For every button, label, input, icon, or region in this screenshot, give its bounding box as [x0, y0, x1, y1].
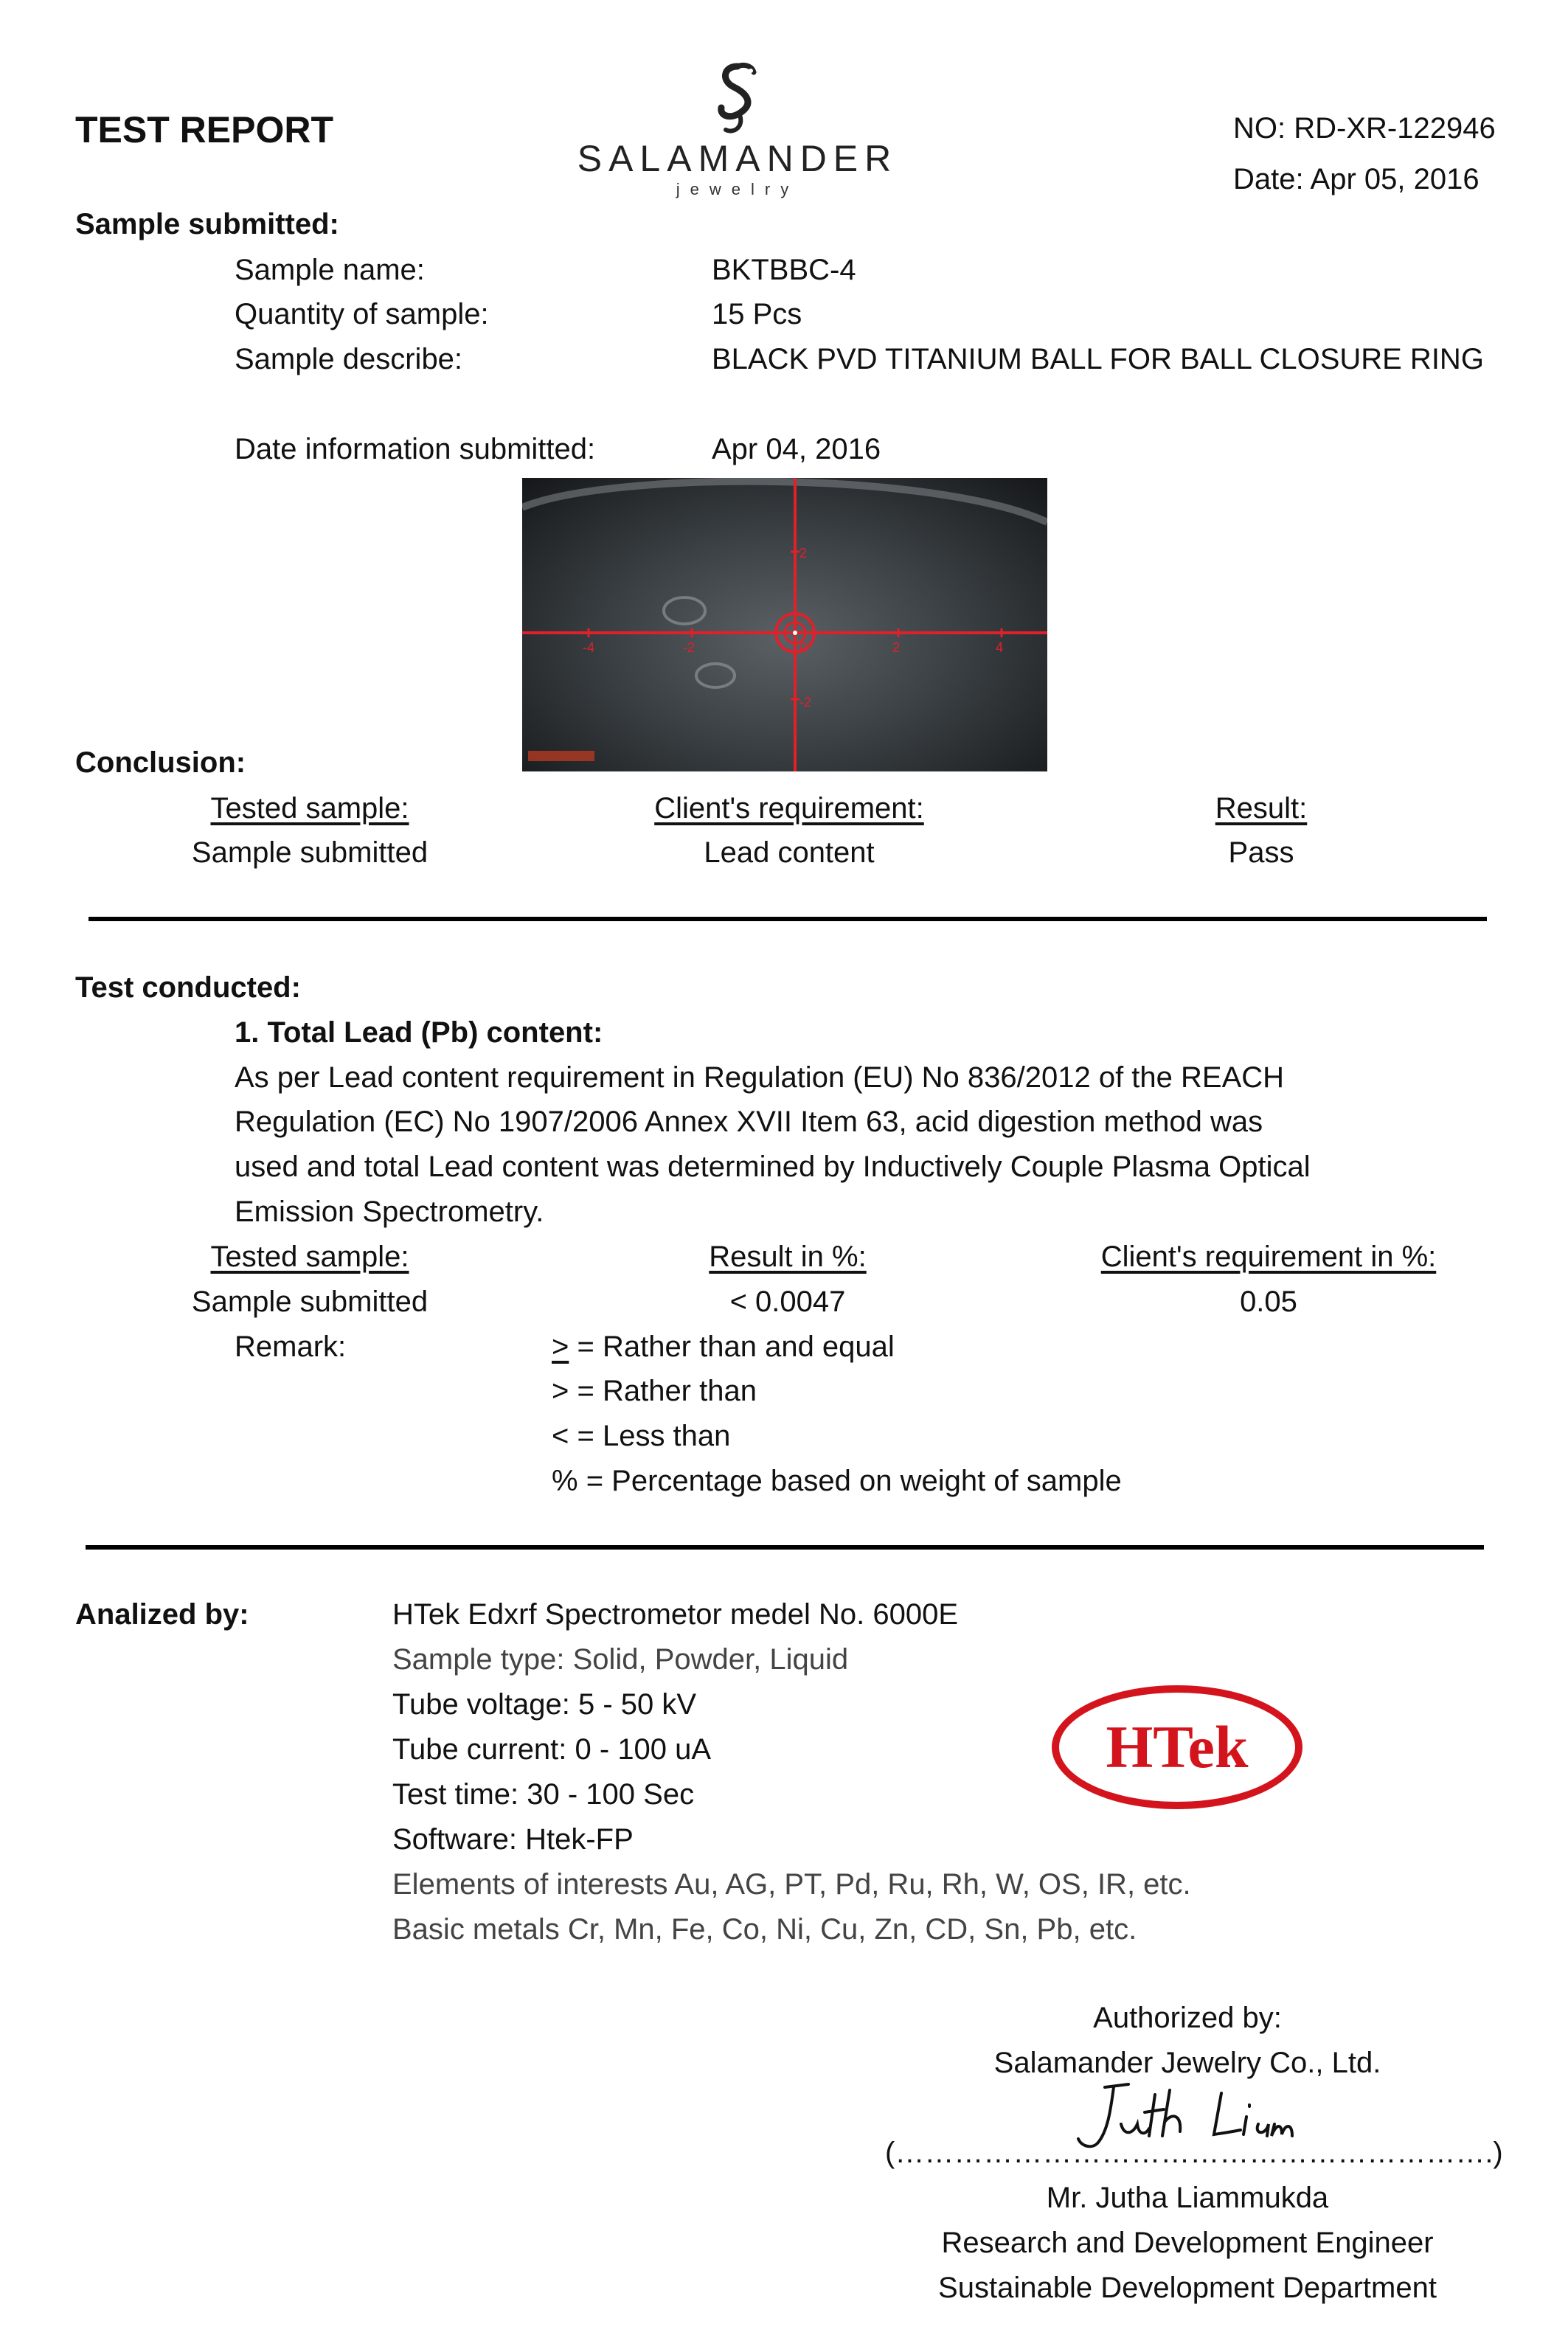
- test-paragraph-line: As per Lead content requirement in Regulation (EU) No 836/2012 of the REACH: [235, 1061, 1285, 1094]
- photo-scale-label: 2: [892, 640, 901, 655]
- test-client-requirement-header: Client's requirement in %:: [1100, 1241, 1437, 1273]
- sample-name-value: BKTBBC-4: [712, 254, 856, 286]
- test-tested-sample-value: Sample submitted: [191, 1286, 429, 1318]
- analyzer-line: Software: Htek-FP: [392, 1823, 634, 1856]
- sample-describe-label: Sample describe:: [235, 343, 463, 375]
- remark-line: [552, 1329, 895, 1364]
- sample-describe-value: BLACK PVD TITANIUM BALL FOR BALL CLOSURE RING: [712, 343, 1484, 375]
- test-result-header: Result in %:: [709, 1241, 867, 1273]
- remark-label: Remark:: [235, 1331, 347, 1363]
- signatory-title: Research and Development Engineer: [941, 2227, 1434, 2259]
- analyzer-line: Test time: 30 - 100 Sec: [392, 1778, 695, 1811]
- sample-microscope-photo: [522, 478, 1047, 771]
- conclusion-result-header: Result:: [1215, 792, 1308, 825]
- analyzer-line: Tube voltage: 5 - 50 kV: [392, 1688, 697, 1721]
- conclusion-tested-sample-value: Sample submitted: [191, 836, 429, 869]
- divider: [89, 917, 1487, 921]
- conclusion-client-requirement-value: Lead content: [704, 836, 875, 869]
- remark-text: = Rather than: [569, 1375, 757, 1407]
- conclusion-tested-sample-header: Tested sample:: [210, 792, 409, 825]
- remark-symbol: >: [552, 1331, 569, 1363]
- analyzer-line: HTek Edxrf Spectrometor medel No. 6000E: [392, 1598, 959, 1631]
- conclusion-result-value: Pass: [1228, 836, 1294, 869]
- test-client-requirement-value: 0.05: [1240, 1286, 1297, 1318]
- report-title: TEST REPORT: [75, 109, 334, 150]
- date-submitted-value: Apr 04, 2016: [712, 433, 881, 465]
- analyzed-label: Analized by:: [75, 1598, 249, 1631]
- photo-scale-label: 0: [799, 640, 808, 655]
- analyzer-line: Elements of interests Au, AG, PT, Pd, Ru, Rh, W, OS, IR, etc.: [392, 1868, 1191, 1901]
- sample-heading: Sample submitted:: [75, 208, 339, 240]
- conclusion-heading: Conclusion:: [75, 746, 246, 779]
- conclusion-client-requirement-header: Client's requirement:: [654, 792, 924, 825]
- salamander-mark-icon: [693, 59, 782, 142]
- photo-scale-label: 2: [799, 546, 808, 561]
- brand-name: SALAMANDER: [577, 138, 898, 179]
- test-paragraph-line: Emission Spectrometry.: [235, 1196, 544, 1228]
- analyzer-line: Tube current: 0 - 100 uA: [392, 1733, 712, 1766]
- test-heading: Test conducted:: [75, 971, 301, 1004]
- signatory-department: Sustainable Development Department: [938, 2272, 1437, 2304]
- test-tested-sample-header: Tested sample:: [210, 1241, 409, 1273]
- divider: [86, 1545, 1484, 1550]
- analyzer-line: Basic metals Cr, Mn, Fe, Co, Ni, Cu, Zn, CD, Sn, Pb, etc.: [392, 1913, 1137, 1946]
- signatory-name: Mr. Jutha Liammukda: [1046, 2182, 1329, 2214]
- authorized-by: Authorized by:: [1093, 2002, 1282, 2034]
- signature-line: (…………………………………………………….): [885, 2137, 1503, 2169]
- test-paragraph-line: used and total Lead content was determined by Inductively Couple Plasma Optical: [235, 1151, 1311, 1183]
- remark-line: [552, 1418, 730, 1454]
- report-number: NO: RD-XR-122946: [1233, 112, 1496, 145]
- remark-text: = Less than: [569, 1420, 731, 1452]
- test-subheading: 1. Total Lead (Pb) content:: [235, 1016, 603, 1049]
- date-submitted-label: Date information submitted:: [235, 433, 596, 465]
- remark-symbol: %: [552, 1465, 578, 1497]
- test-result-value: < 0.0047: [729, 1286, 846, 1318]
- sample-quantity-label: Quantity of sample:: [235, 298, 489, 330]
- brand-sub: jewelry: [676, 180, 799, 198]
- company-name: Salamander Jewelry Co., Ltd.: [993, 2047, 1381, 2079]
- remark-symbol: <: [552, 1420, 569, 1452]
- remark-line: [552, 1463, 1122, 1499]
- remark-text: = Percentage based on weight of sample: [577, 1465, 1122, 1497]
- remark-text: = Rather than and equal: [569, 1331, 895, 1363]
- photo-scale-label: -4: [583, 640, 595, 655]
- report-date: Date: Apr 05, 2016: [1233, 163, 1479, 195]
- analyzer-line: Sample type: Solid, Powder, Liquid: [392, 1643, 849, 1676]
- photo-overlay: [522, 478, 1047, 771]
- sample-name-label: Sample name:: [235, 254, 425, 286]
- photo-scale-label: -2: [799, 695, 812, 710]
- remark-symbol: >: [552, 1375, 569, 1407]
- photo-scale-label: -2: [683, 640, 695, 655]
- htek-logo-text: HTek: [1106, 1713, 1249, 1780]
- test-paragraph-line: Regulation (EC) No 1907/2006 Annex XVII Item 63, acid digestion method was: [235, 1106, 1263, 1138]
- sample-quantity-value: 15 Pcs: [712, 298, 802, 330]
- photo-scale-label: 4: [996, 640, 1004, 655]
- remark-line: [552, 1373, 757, 1409]
